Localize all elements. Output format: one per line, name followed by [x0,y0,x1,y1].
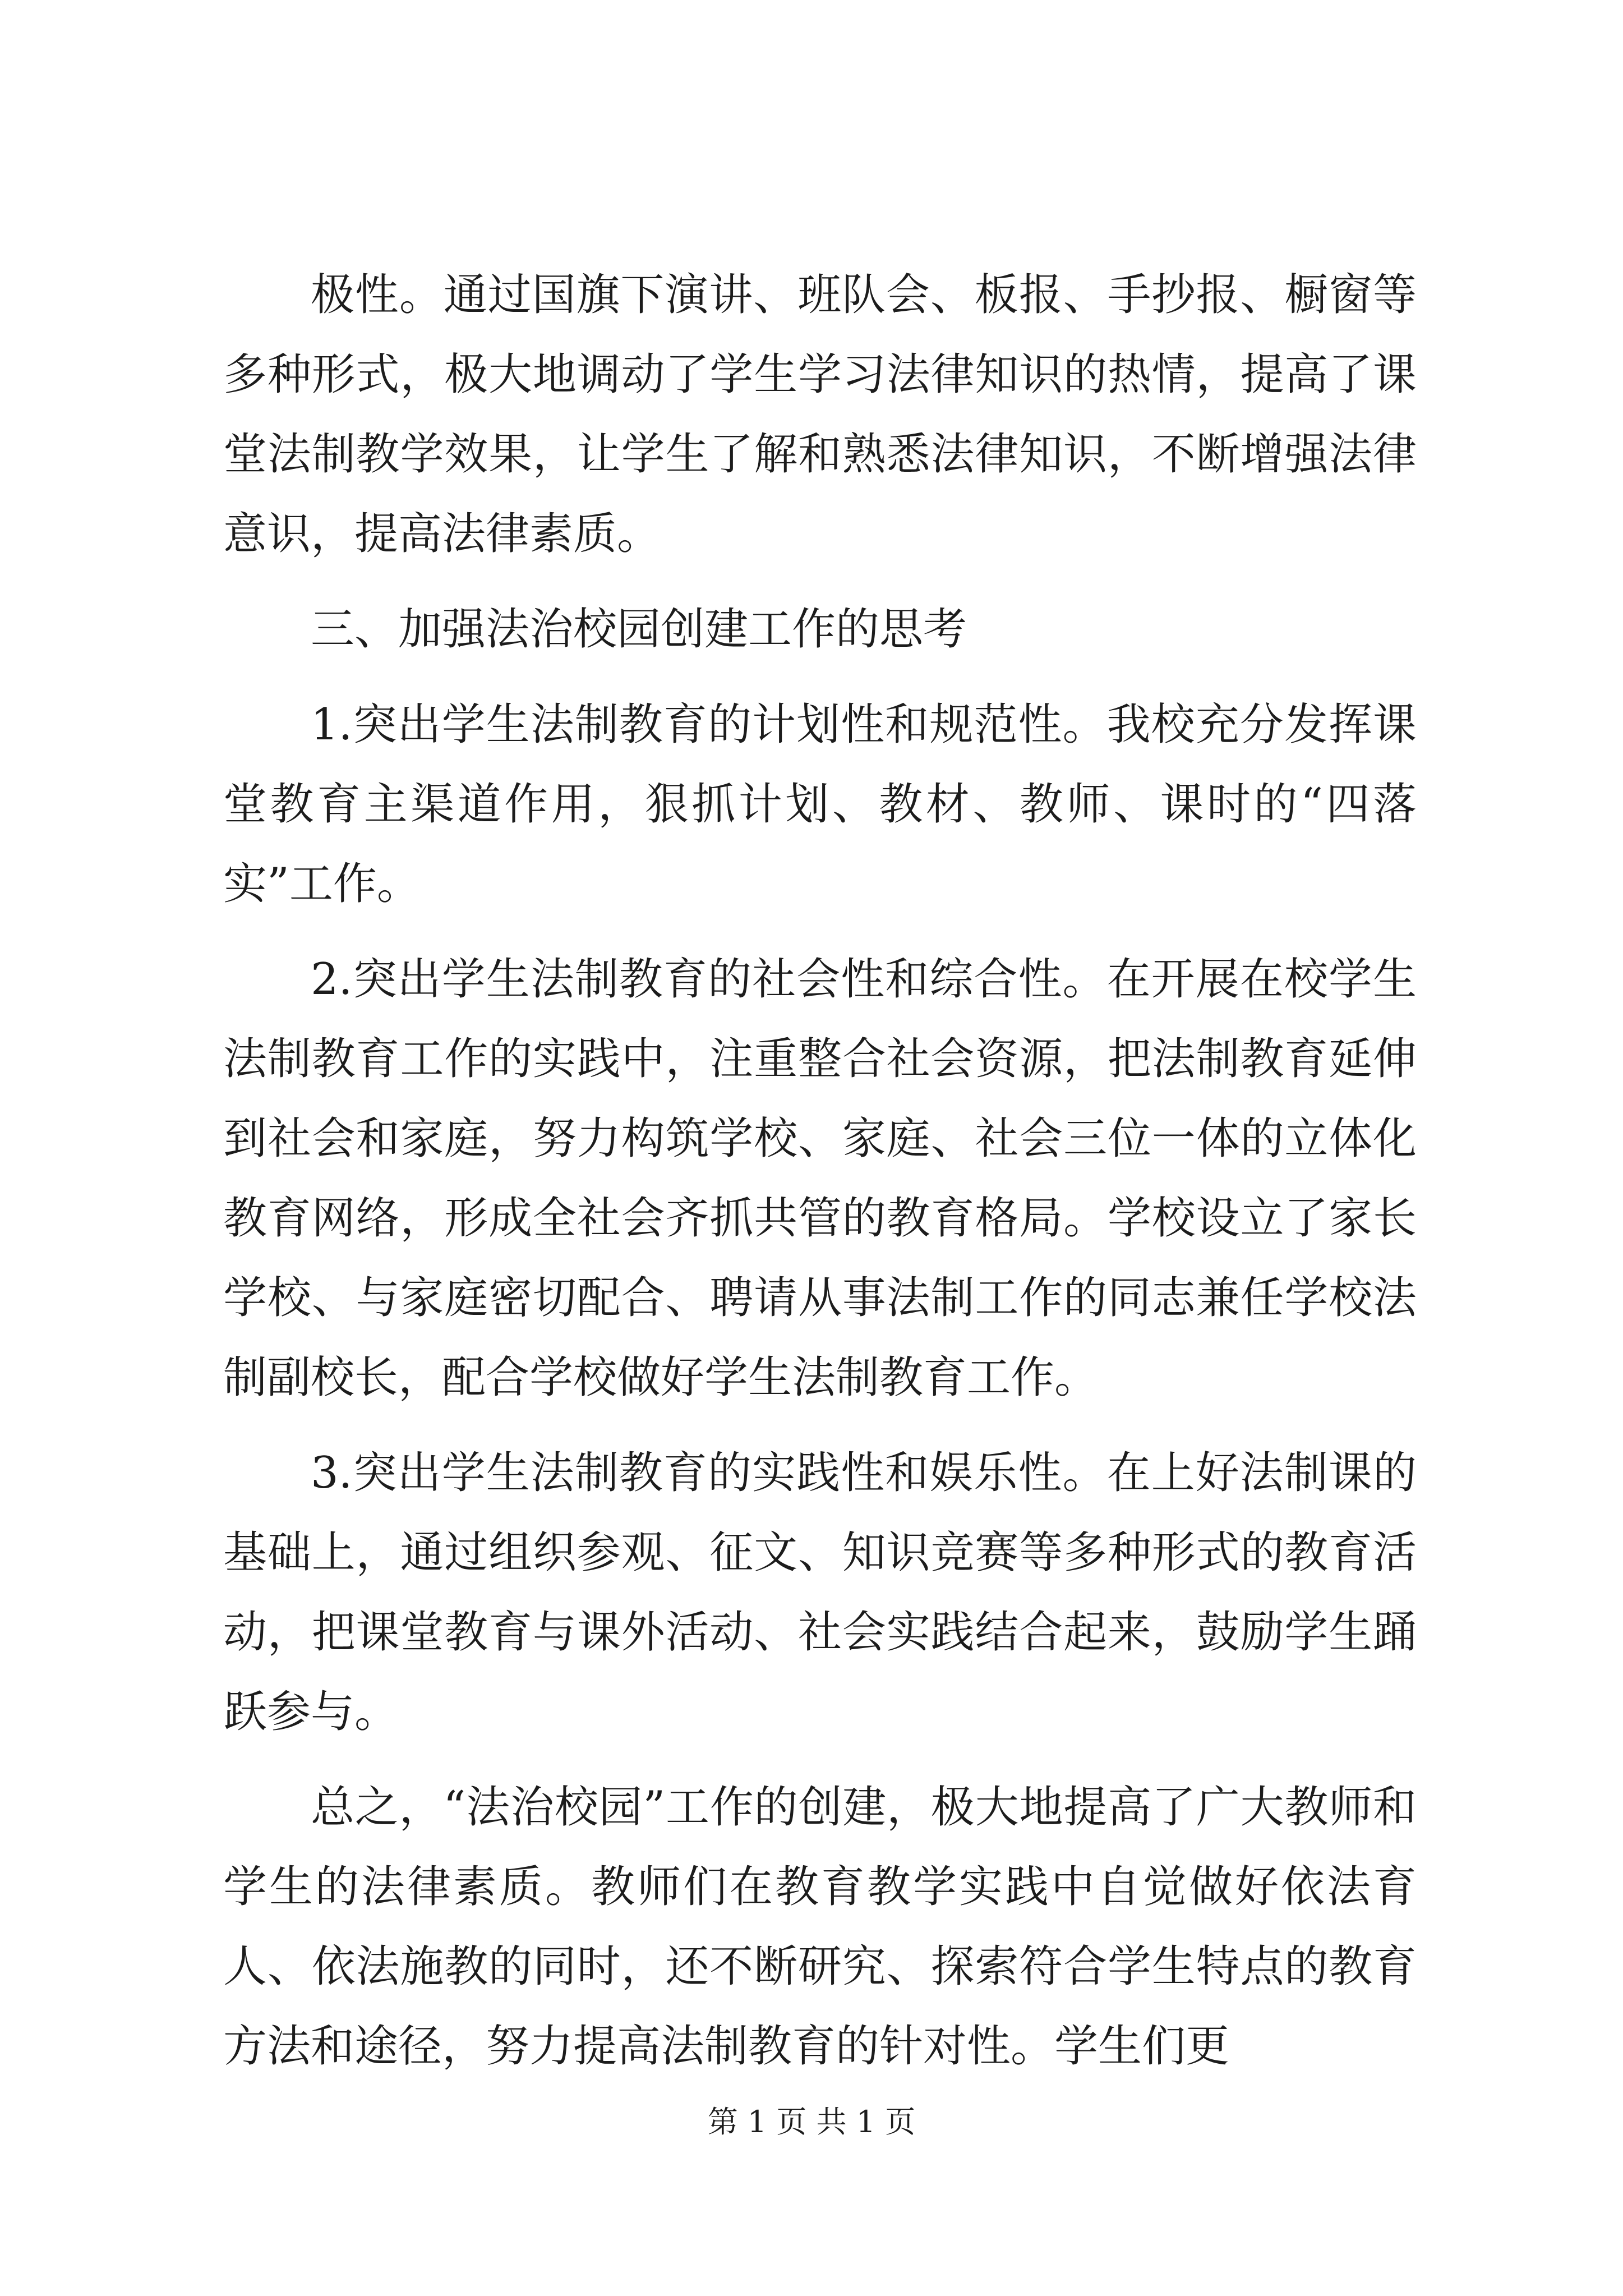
paragraph-item-2: 2.突出学生法制教育的社会性和综合性。在开展在校学生法制教育工作的实践中，注重整合社会资源，把法制教育延伸到社会和家庭，努力构筑学校、家庭、社会三位一体的立体化教育网络，形成全社会齐抓共管的教育格局。学校设立了家长学校、与家庭密切配合、聘请从事法制工作的同志兼任学校法制副校长，配合学校做好学生法制教育工作。 [223,954,1417,1403]
paragraph-item-1: 1.突出学生法制教育的计划性和规范性。我校充分发挥课堂教育主渠道作用，狠抓计划、教材、教师、课时的“四落实”工作。 [223,700,1417,909]
document-body [223,255,1417,2086]
page-footer: 第 1 页 共 1 页 [707,2104,916,2139]
section-heading: 三、加强法治校园创建工作的思考 [311,604,967,655]
paragraph-item-3: 3.突出学生法制教育的实践性和娱乐性。在上好法制课的基础上，通过组织参观、征文、知识竞赛等多种形式的教育活动，把课堂教育与课外活动、社会实践结合起来，鼓励学生踊跃参与。 [223,1448,1417,1737]
paragraph-summary: 总之，“法治校园”工作的创建，极大地提高了广大教师和学生的法律素质。教师们在教育教学实践中自觉做好依法育人、依法施教的同时，还不断研究、探索符合学生特点的教育方法和途径，努力提高法制教育的针对性。学生们更 [223,1782,1417,2072]
paragraph-continuation: 极性。通过国旗下演讲、班队会、板报、手抄报、橱窗等多种形式，极大地调动了学生学习法律知识的热情，提高了课堂法制教学效果，让学生了解和熟悉法律知识，不断增强法律意识，提高法律素质。 [223,270,1417,559]
